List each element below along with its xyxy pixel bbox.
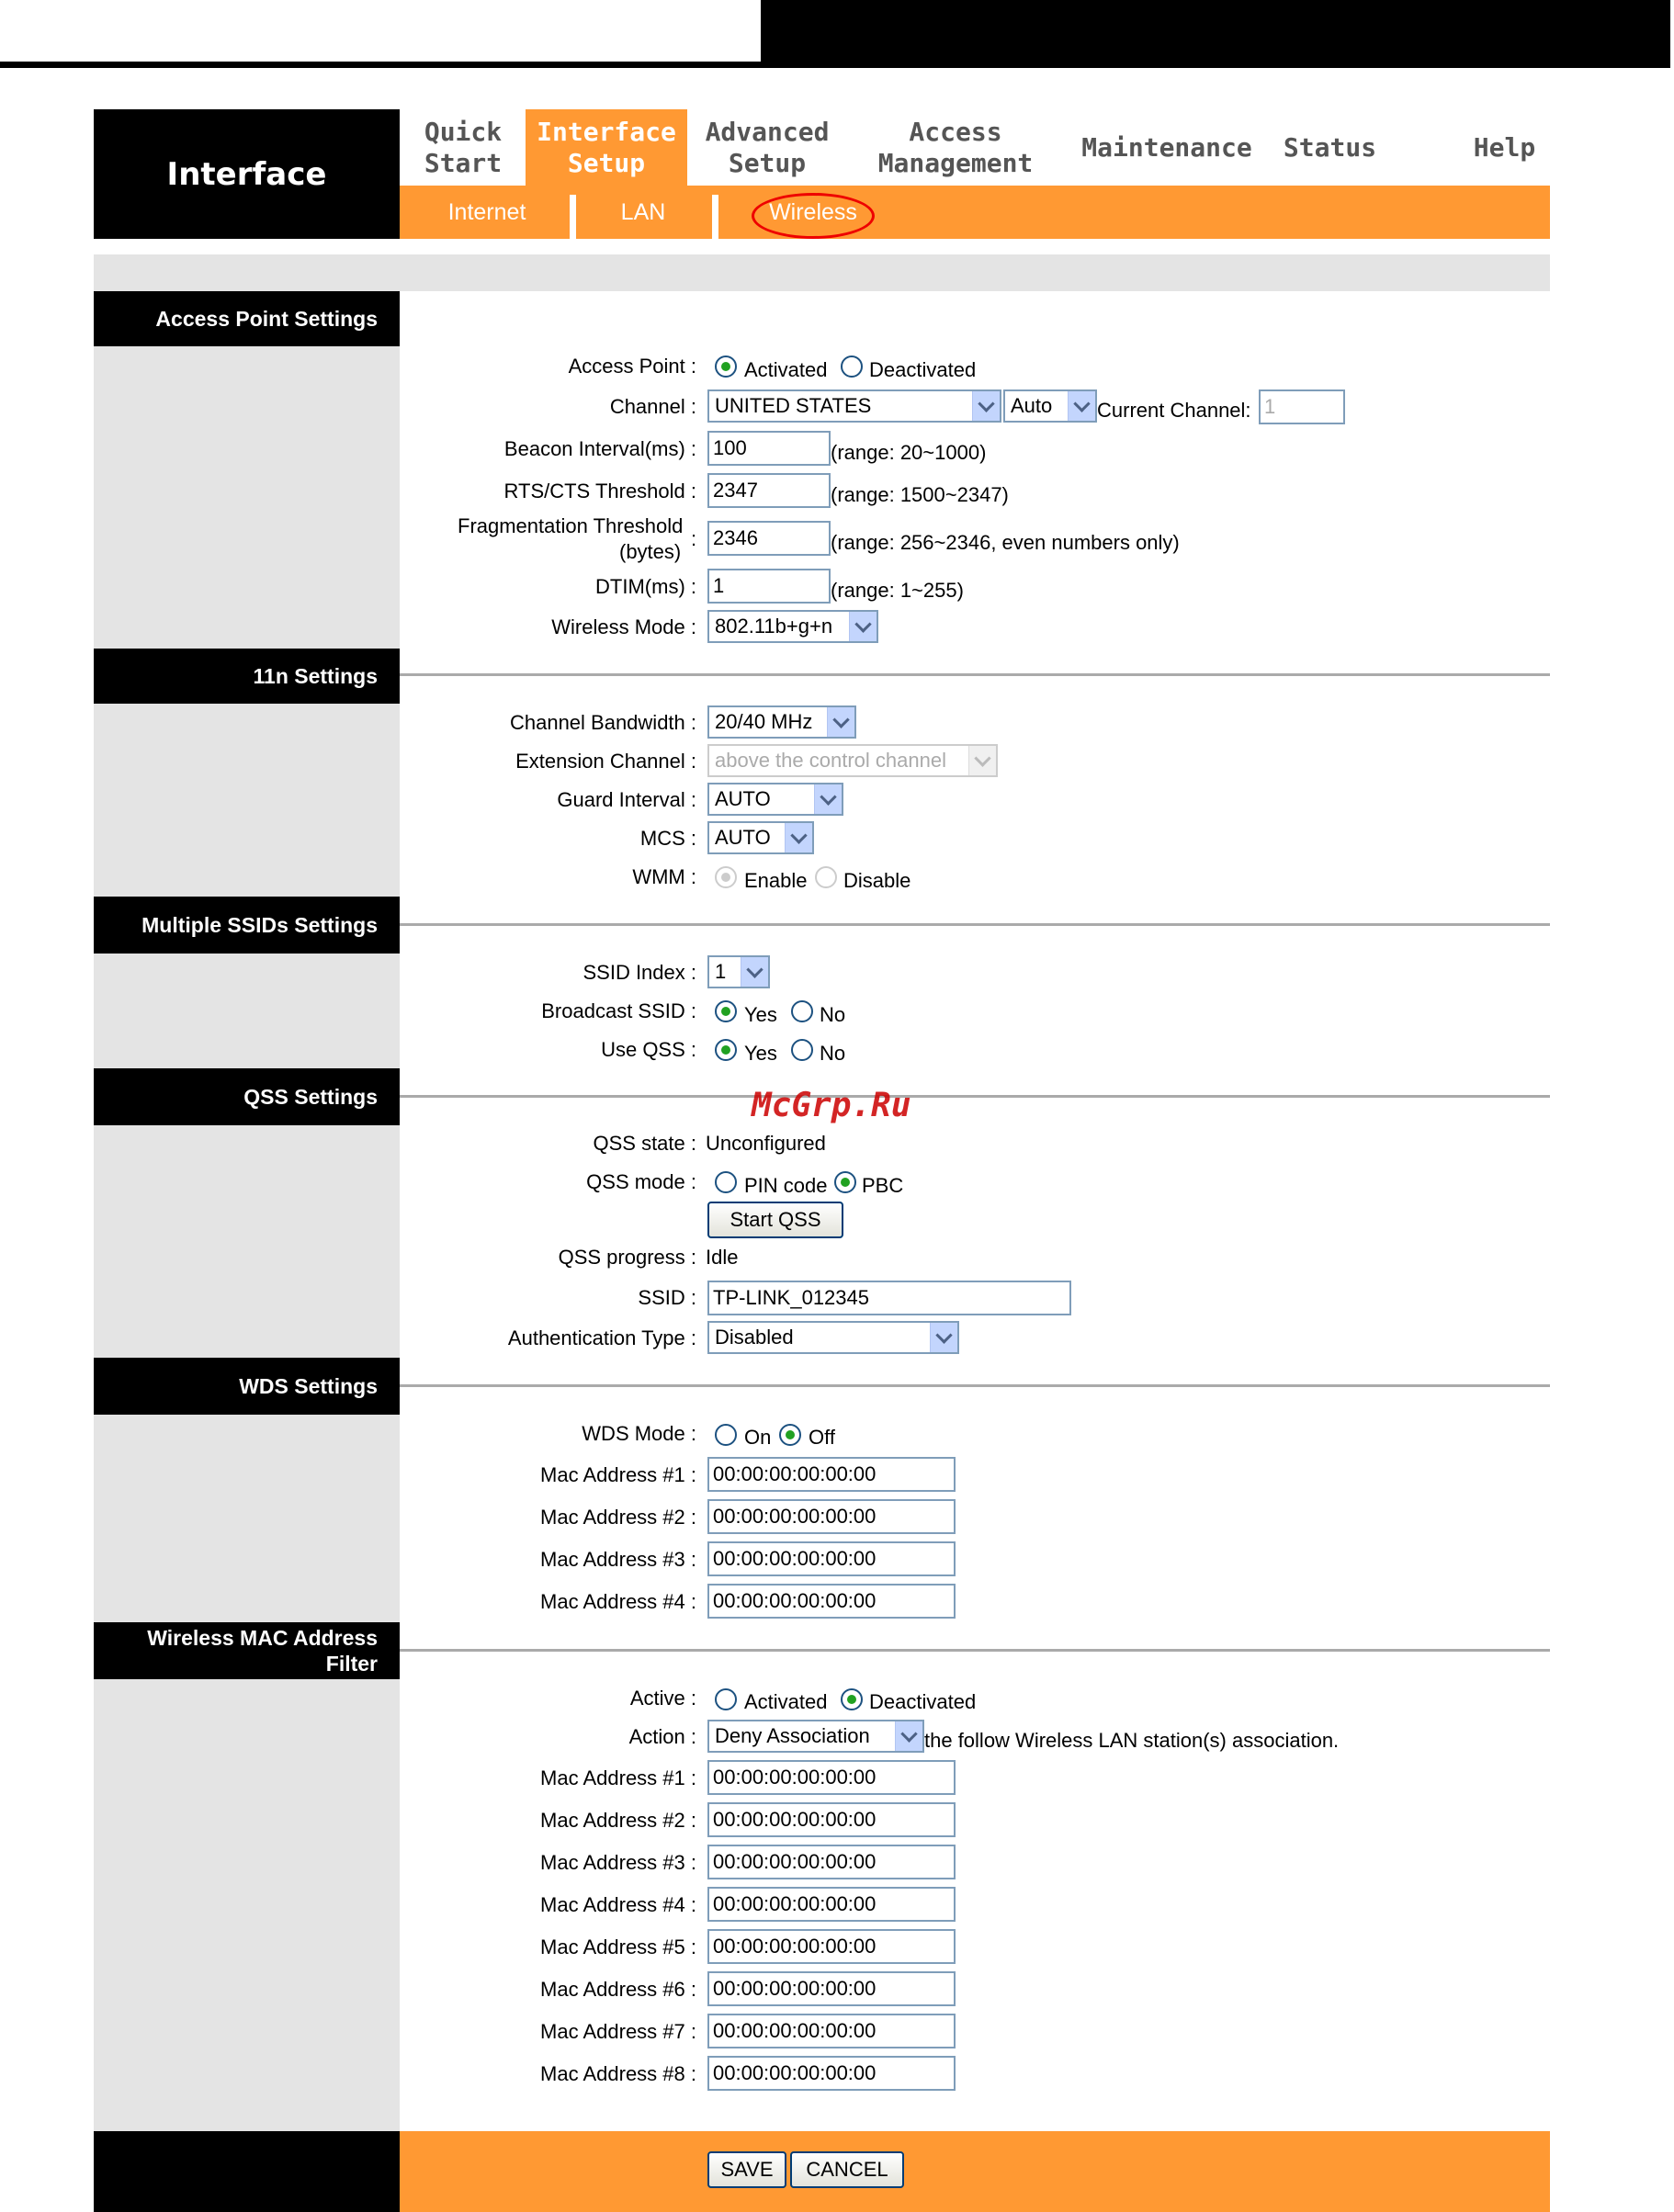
range-hint: (range: 20~1000) xyxy=(831,441,987,464)
guard-interval-label: Guard Interval : xyxy=(557,788,696,811)
select-value: 802.11b+g+n xyxy=(715,615,833,638)
chevron-down-icon xyxy=(814,784,842,814)
mac-filter-mac-label: Mac Address #7 : xyxy=(540,2020,696,2043)
watermark: McGrp.Ru xyxy=(752,1087,911,1124)
action-suffix-text: the follow Wireless LAN station(s) association. xyxy=(924,1729,1340,1752)
footer-bar xyxy=(400,2131,1550,2212)
chevron-down-icon xyxy=(972,391,1000,421)
extension-channel-label: Extension Channel : xyxy=(515,750,696,773)
mac-filter-mac-label: Mac Address #4 : xyxy=(540,1893,696,1916)
broadcast-ssid-yes-radio[interactable] xyxy=(715,1000,737,1022)
subnav-separator xyxy=(570,195,576,239)
mac-filter-mac-input[interactable]: 00:00:00:00:00:00 xyxy=(707,1887,956,1922)
select-value: above the control channel xyxy=(715,749,946,772)
section-title-line: Filter xyxy=(325,1652,378,1676)
tab-advanced-setup[interactable] xyxy=(698,109,836,186)
mac-filter-mac-input[interactable]: 00:00:00:00:00:00 xyxy=(707,1802,956,1837)
radio-label: No xyxy=(820,1042,846,1065)
cancel-button[interactable]: CANCEL xyxy=(790,2151,904,2188)
wireless-mode-select[interactable] xyxy=(707,610,878,643)
tab-label: Status xyxy=(1283,131,1377,163)
channel-mode-select[interactable] xyxy=(1003,389,1097,423)
wds-off-radio[interactable] xyxy=(779,1424,801,1446)
rts-threshold-input[interactable]: 2347 xyxy=(707,473,831,508)
chevron-down-icon xyxy=(930,1323,957,1352)
radio-label: Yes xyxy=(744,1042,777,1065)
qss-progress-value: Idle xyxy=(706,1246,739,1269)
section-wireless-mac-filter xyxy=(94,1622,400,1679)
tab-label: Interface Setup xyxy=(537,116,676,178)
wds-mac-input[interactable]: 00:00:00:00:00:00 xyxy=(707,1541,956,1576)
mac-filter-mac-input[interactable]: 00:00:00:00:00:00 xyxy=(707,2056,956,2091)
channel-bandwidth-select[interactable] xyxy=(707,705,856,739)
save-button[interactable]: SAVE xyxy=(707,2151,786,2188)
select-value: AUTO xyxy=(715,826,771,849)
mac-filter-activated-radio[interactable] xyxy=(715,1688,737,1710)
mac-filter-action-label: Action : xyxy=(628,1725,696,1748)
wmm-disable-radio[interactable] xyxy=(815,866,837,888)
wds-mac-label: Mac Address #2 : xyxy=(540,1506,696,1529)
extension-channel-select[interactable] xyxy=(707,744,998,777)
highlight-circle xyxy=(752,193,875,239)
range-hint: (range: 1500~2347) xyxy=(831,483,1009,506)
bandwidth-label: Channel Bandwidth : xyxy=(509,711,696,734)
use-qss-no-radio[interactable] xyxy=(791,1039,813,1061)
chevron-down-icon xyxy=(1068,391,1095,421)
mac-filter-mac-input[interactable]: 00:00:00:00:00:00 xyxy=(707,2014,956,2048)
select-value: Deny Association xyxy=(715,1724,870,1747)
section-divider xyxy=(400,1649,1550,1652)
radio-label: Activated xyxy=(744,358,828,381)
beacon-label: Beacon Interval(ms) : xyxy=(503,437,696,460)
section-wds-settings: WDS Settings xyxy=(94,1358,400,1415)
access-point-activated-radio[interactable] xyxy=(715,356,737,378)
broadcast-ssid-no-radio[interactable] xyxy=(791,1000,813,1022)
mac-filter-mac-label: Mac Address #3 : xyxy=(540,1851,696,1874)
chevron-down-icon xyxy=(895,1721,922,1751)
tab-label: Advanced Setup xyxy=(705,116,830,178)
mac-filter-mac-input[interactable]: 00:00:00:00:00:00 xyxy=(707,1971,956,2006)
footer-left xyxy=(94,2131,400,2212)
chevron-down-icon xyxy=(849,612,877,641)
ssid-index-label: SSID Index : xyxy=(583,961,696,984)
header-rule xyxy=(0,62,763,68)
select-value: 1 xyxy=(715,960,727,983)
wds-mac-label: Mac Address #1 : xyxy=(540,1463,696,1486)
tab-maintenance[interactable] xyxy=(1080,109,1254,186)
guard-interval-select[interactable] xyxy=(707,783,843,816)
radio-label: Disable xyxy=(843,869,911,892)
tab-quick-start[interactable] xyxy=(409,109,517,186)
qss-pin-radio[interactable] xyxy=(715,1171,737,1193)
mac-filter-mac-input[interactable]: 00:00:00:00:00:00 xyxy=(707,1929,956,1964)
section-divider xyxy=(400,673,1550,676)
radio-label: PBC xyxy=(862,1174,904,1197)
tab-help[interactable] xyxy=(1465,109,1544,186)
fragmentation-threshold-input[interactable]: 2346 xyxy=(707,521,831,556)
dtim-label: DTIM(ms) : xyxy=(595,575,696,598)
mac-filter-mac-label: Mac Address #5 : xyxy=(540,1936,696,1958)
fragmentation-label: Fragmentation Threshold xyxy=(458,514,684,537)
dtim-input[interactable]: 1 xyxy=(707,569,831,604)
current-channel-field: 1 xyxy=(1259,389,1345,424)
section-qss-settings: QSS Settings xyxy=(94,1068,400,1125)
auth-type-label: Authentication Type : xyxy=(507,1326,696,1349)
tab-label: Quick Start xyxy=(424,116,503,178)
wds-mac-input[interactable]: 00:00:00:00:00:00 xyxy=(707,1457,956,1492)
access-point-deactivated-radio[interactable] xyxy=(841,356,863,378)
mac-filter-mac-label: Mac Address #6 : xyxy=(540,1978,696,2001)
radio-label: Enable xyxy=(744,869,808,892)
wds-mac-input[interactable]: 00:00:00:00:00:00 xyxy=(707,1499,956,1534)
range-hint: (range: 1~255) xyxy=(831,579,964,602)
mac-filter-mac-label: Mac Address #2 : xyxy=(540,1809,696,1832)
wds-mac-label: Mac Address #4 : xyxy=(540,1590,696,1613)
select-value: 20/40 MHz xyxy=(715,710,813,733)
qss-state-value: Unconfigured xyxy=(706,1132,826,1155)
header-black-bar xyxy=(761,0,1670,68)
tab-status[interactable] xyxy=(1282,109,1378,186)
radio-label: Yes xyxy=(744,1003,777,1026)
select-value: AUTO xyxy=(715,787,771,810)
section-divider xyxy=(400,1095,1550,1098)
mac-filter-mac-label: Mac Address #8 : xyxy=(540,2062,696,2085)
wmm-label: WMM : xyxy=(632,865,696,888)
current-channel-label: Current Channel: xyxy=(1097,399,1251,422)
wds-mode-label: WDS Mode : xyxy=(582,1422,696,1445)
qss-pbc-radio[interactable] xyxy=(834,1171,856,1193)
use-qss-yes-radio[interactable] xyxy=(715,1039,737,1061)
ssid-index-select[interactable] xyxy=(707,955,770,988)
radio-label: PIN code xyxy=(744,1174,828,1197)
subtab-wireless[interactable]: Wireless xyxy=(769,198,857,225)
tab-label: Help xyxy=(1473,131,1536,163)
wireless-mode-label: Wireless Mode : xyxy=(551,615,696,638)
chevron-down-icon xyxy=(827,707,854,737)
channel-label: Channel : xyxy=(609,395,696,418)
subnav-separator xyxy=(712,195,718,239)
use-qss-label: Use QSS : xyxy=(601,1038,696,1061)
tab-interface-setup[interactable] xyxy=(526,109,687,186)
mac-filter-mac-input[interactable]: 00:00:00:00:00:00 xyxy=(707,1760,956,1795)
tab-access-management[interactable] xyxy=(864,109,1047,186)
chevron-down-icon xyxy=(741,957,768,987)
subtab-lan[interactable]: LAN xyxy=(620,198,666,225)
section-title-line: Wireless MAC Address xyxy=(147,1626,378,1650)
subtab-internet[interactable]: Internet xyxy=(447,198,526,225)
radio-label: On xyxy=(744,1426,772,1449)
radio-label: Activated xyxy=(744,1690,828,1713)
section-divider xyxy=(400,1384,1550,1387)
radio-label: No xyxy=(820,1003,846,1026)
fragmentation-label-unit: (bytes) xyxy=(619,540,682,563)
qss-mode-label: QSS mode : xyxy=(586,1170,696,1193)
mac-filter-mac-input[interactable]: 00:00:00:00:00:00 xyxy=(707,1845,956,1879)
mac-filter-deactivated-radio[interactable] xyxy=(841,1688,863,1710)
radio-label: Deactivated xyxy=(869,1690,977,1713)
mcs-select[interactable] xyxy=(707,821,814,854)
mcs-label: MCS : xyxy=(639,827,696,850)
section-11n-settings: 11n Settings xyxy=(94,649,400,704)
beacon-interval-input[interactable]: 100 xyxy=(707,431,831,466)
tab-label: Maintenance xyxy=(1081,131,1252,163)
access-point-label: Access Point : xyxy=(568,355,696,378)
channel-country-select[interactable] xyxy=(707,389,1001,423)
radio-label: Deactivated xyxy=(869,358,977,381)
wds-on-radio[interactable] xyxy=(715,1424,737,1446)
chevron-down-icon xyxy=(968,746,996,775)
left-gray-column xyxy=(94,291,400,2131)
section-multiple-ssids-settings: Multiple SSIDs Settings xyxy=(94,897,400,954)
mac-filter-mac-label: Mac Address #1 : xyxy=(540,1766,696,1789)
select-value: UNITED STATES xyxy=(715,394,872,417)
wds-mac-input[interactable]: 00:00:00:00:00:00 xyxy=(707,1584,956,1619)
range-hint: (range: 256~2346, even numbers only) xyxy=(831,531,1180,554)
start-qss-button[interactable]: Start QSS xyxy=(707,1202,843,1238)
select-value: Auto xyxy=(1011,394,1053,417)
label-colon: : xyxy=(691,527,697,550)
ssid-input[interactable]: TP-LINK_012345 xyxy=(707,1281,1071,1315)
wds-mac-label: Mac Address #3 : xyxy=(540,1548,696,1571)
qss-progress-label: QSS progress : xyxy=(558,1246,696,1269)
broadcast-ssid-label: Broadcast SSID : xyxy=(541,999,696,1022)
mac-filter-active-label: Active : xyxy=(629,1687,696,1710)
section-divider xyxy=(400,923,1550,926)
page-title: Interface xyxy=(94,109,400,239)
tab-label: Access Management xyxy=(877,116,1034,178)
select-value: Disabled xyxy=(715,1326,794,1349)
mac-filter-action-select[interactable] xyxy=(707,1720,924,1753)
rts-label: RTS/CTS Threshold : xyxy=(503,480,696,502)
top-gray-band xyxy=(94,254,1550,291)
radio-label: Off xyxy=(809,1426,835,1449)
auth-type-select[interactable] xyxy=(707,1321,959,1354)
section-access-point-settings: Access Point Settings xyxy=(94,291,400,346)
ssid-label: SSID : xyxy=(638,1286,696,1309)
wmm-enable-radio[interactable] xyxy=(715,866,737,888)
qss-state-label: QSS state : xyxy=(593,1132,696,1155)
chevron-down-icon xyxy=(785,823,812,852)
